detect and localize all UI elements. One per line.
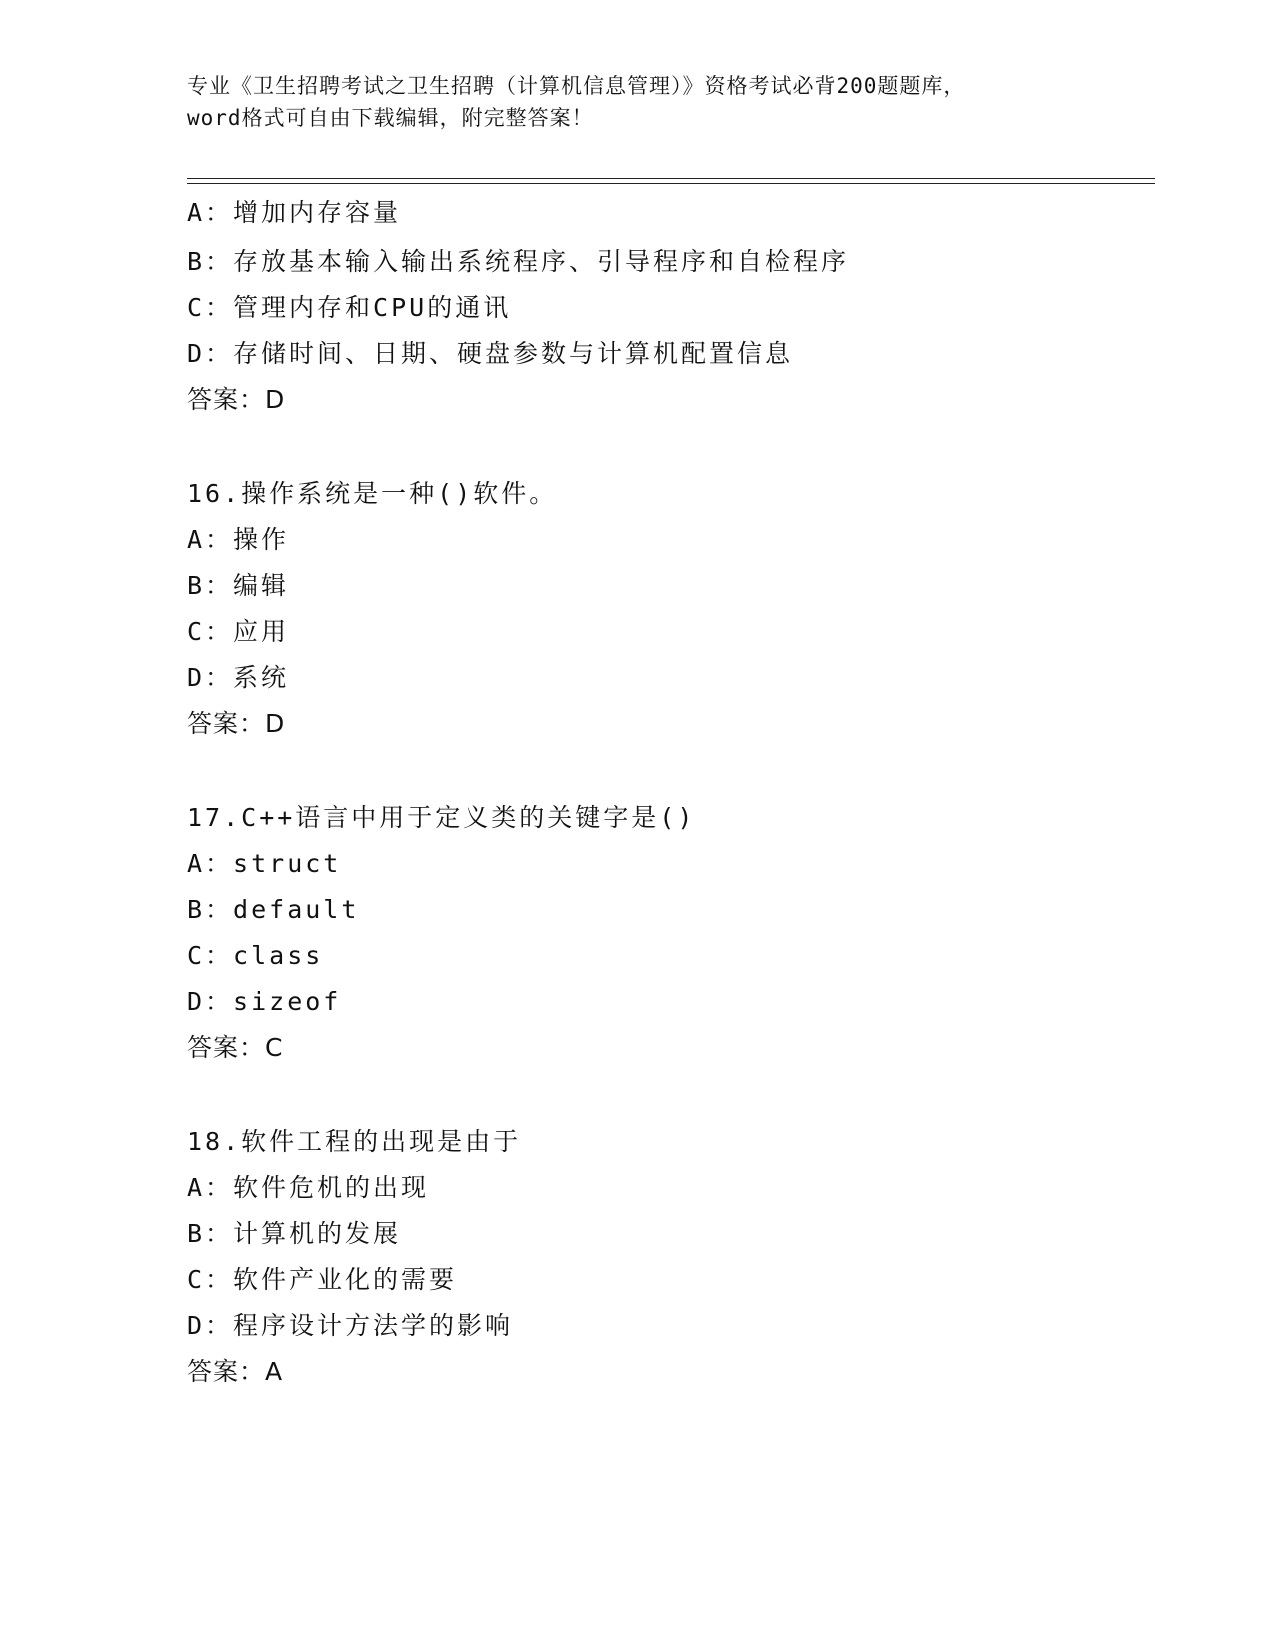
question-text: 18.软件工程的出现是由于 — [187, 1127, 522, 1156]
question-text: 17.C++语言中用于定义类的关键字是() — [187, 803, 696, 832]
option-d: D：sizeof — [187, 987, 342, 1016]
question-text: 16.操作系统是一种()软件。 — [187, 479, 558, 508]
question-list — [187, 187, 1147, 1395]
option-c: C：软件产业化的需要 — [187, 1265, 458, 1294]
option-c: C：管理内存和CPU的通讯 — [187, 293, 512, 322]
option-b: B：存放基本输入输出系统程序、引导程序和自检程序 — [187, 247, 850, 276]
question-18-block — [187, 1119, 1147, 1395]
option-d: D：程序设计方法学的影响 — [187, 1311, 514, 1340]
option-c: C：应用 — [187, 617, 290, 646]
header-divider-top — [187, 178, 1155, 179]
option-b: B：default — [187, 895, 360, 924]
option-d: D：存储时间、日期、硬盘参数与计算机配置信息 — [187, 339, 794, 368]
header-divider-bottom — [187, 183, 1155, 184]
option-a: A：软件危机的出现 — [187, 1173, 430, 1202]
option-a: A：struct — [187, 849, 342, 878]
option-c: C：class — [187, 941, 324, 970]
option-b: B：计算机的发展 — [187, 1219, 402, 1248]
answer: 答案：A — [187, 1357, 284, 1386]
header-line-1: 专业《卫生招聘考试之卫生招聘（计算机信息管理）》资格考试必背200题题库， — [187, 74, 966, 98]
option-d: D：系统 — [187, 663, 290, 692]
spacer — [187, 747, 1147, 795]
document-header — [187, 70, 1087, 134]
question-15-block — [187, 187, 1147, 423]
answer: 答案：D — [187, 385, 286, 414]
option-a: A：增加内存容量 — [187, 198, 402, 227]
option-b: B：编辑 — [187, 571, 290, 600]
question-16-block — [187, 471, 1147, 747]
answer: 答案：D — [187, 709, 286, 738]
header-line-2: word格式可自由下载编辑，附完整答案！ — [187, 106, 594, 130]
answer: 答案：C — [187, 1033, 284, 1062]
spacer — [187, 423, 1147, 471]
option-a: A：操作 — [187, 525, 290, 554]
question-17-block — [187, 795, 1147, 1071]
spacer — [187, 1071, 1147, 1119]
